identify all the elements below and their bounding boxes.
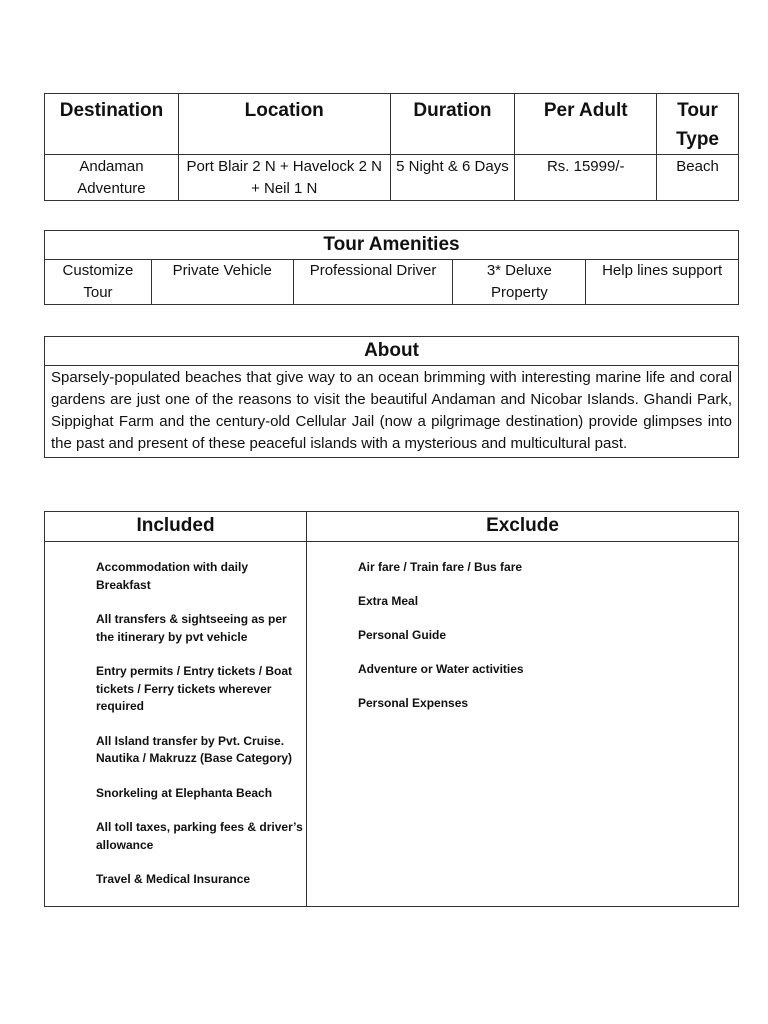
cell-duration: 5 Night & 6 Days: [390, 155, 515, 201]
exclude-list: [307, 542, 738, 713]
cell-price: Rs. 15999/-: [515, 155, 657, 201]
list-item: Accommodation with daily Breakfast: [96, 560, 249, 592]
amenities-table: [44, 230, 739, 305]
cell-destination: Andaman Adventure: [45, 155, 179, 201]
list-item: Adventure or Water activities: [358, 662, 524, 676]
about-title: About: [45, 337, 739, 366]
included-title: Included: [45, 512, 307, 542]
amenities-title: Tour Amenities: [45, 231, 739, 260]
about-text: Sparsely-populated beaches that give way to an ocean brimming with interesting marine life and coral gardens are just one of the reasons to visit the beautiful Andaman and Nicobar Islands. Ghandi Park, Sippighat Farm and the century-old Cellular Jail (now a pilgrimage destination) provide glimpses into the past and present of these peaceful islands with a mysterious and multicultural past.: [45, 366, 739, 458]
list-item: Personal Guide: [358, 628, 447, 642]
list-item: Air fare / Train fare / Bus fare: [358, 560, 523, 574]
list-item: Extra Meal: [358, 594, 419, 608]
exclude-title: Exclude: [307, 512, 739, 542]
exclude-column: [307, 542, 739, 907]
list-item: All Island transfer by Pvt. Cruise. Nautika / Makruzz (Base Category): [96, 733, 293, 765]
amenity-item: Professional Driver: [293, 260, 453, 305]
header-destination: Destination: [45, 94, 179, 155]
amenities-row: [45, 260, 739, 305]
included-column: [45, 542, 307, 907]
amenity-item: Private Vehicle: [151, 260, 293, 305]
header-per-adult: Per Adult: [515, 94, 657, 155]
list-item: All transfers & sightseeing as per the itinerary by pvt vehicle: [96, 612, 287, 644]
summary-data-row: [45, 155, 739, 201]
header-tour-type: Tour Type: [657, 94, 739, 155]
amenity-item: 3* Deluxe Property: [453, 260, 586, 305]
included-list: [45, 542, 306, 889]
cell-tour-type: Beach: [657, 155, 739, 201]
header-location: Location: [178, 94, 390, 155]
list-item: Snorkeling at Elephanta Beach: [96, 785, 273, 800]
amenity-item: Customize Tour: [45, 260, 152, 305]
summary-header-row: [45, 94, 739, 155]
inclusions-table: [44, 511, 739, 907]
header-duration: Duration: [390, 94, 515, 155]
list-item: Personal Expenses: [358, 696, 469, 710]
about-table: [44, 336, 739, 458]
cell-location: Port Blair 2 N + Havelock 2 N + Neil 1 N: [178, 155, 390, 201]
list-item: Travel & Medical Insurance: [96, 872, 251, 886]
amenity-item: Help lines support: [586, 260, 739, 305]
list-item: Entry permits / Entry tickets / Boat tickets / Ferry tickets wherever required: [96, 664, 293, 713]
tour-summary-table: [44, 93, 739, 201]
list-item: All toll taxes, parking fees & driver’s allowance: [96, 820, 303, 852]
